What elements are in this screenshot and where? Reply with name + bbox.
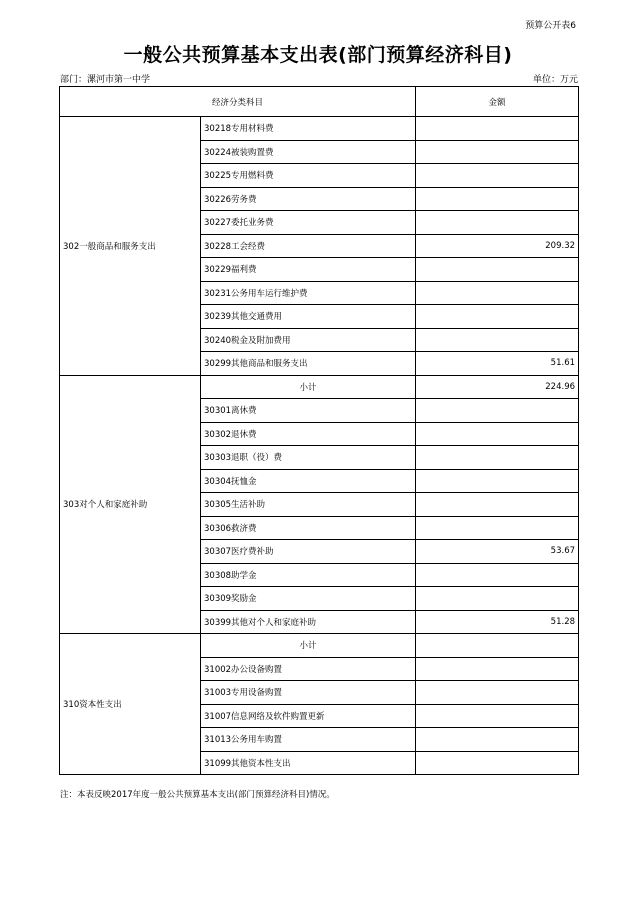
footnote: 注：本表反映2017年度一般公共预算基本支出(部门预算经济科目)情况。 (60, 790, 335, 800)
item-amount (416, 516, 579, 540)
page-title: 一般公共预算基本支出表(部门预算经济科目) (123, 44, 513, 66)
item-label: 30240税金及附加费用 (201, 328, 416, 352)
item-label: 小计 (201, 375, 416, 399)
item-amount (416, 422, 579, 446)
table-header-row (60, 87, 579, 117)
item-amount: 53.67 (416, 540, 579, 564)
item-amount (416, 657, 579, 681)
item-label: 30308助学金 (201, 563, 416, 587)
table-row (60, 375, 579, 399)
item-label: 31099其他资本性支出 (201, 751, 416, 775)
form-number: 预算公开表6 (525, 21, 576, 31)
header-econ: 经济分类科目 (60, 87, 416, 117)
item-label: 30306救济费 (201, 516, 416, 540)
item-amount (416, 140, 579, 164)
category-cell: 310资本性支出 (60, 634, 201, 775)
item-amount (416, 281, 579, 305)
item-label: 30227委托业务费 (201, 211, 416, 235)
item-label: 31003专用设备购置 (201, 681, 416, 705)
item-label: 31007信息网络及软件购置更新 (201, 704, 416, 728)
item-amount (416, 258, 579, 282)
item-amount (416, 164, 579, 188)
header-amount: 金额 (416, 87, 579, 117)
item-label: 30225专用燃料费 (201, 164, 416, 188)
item-amount (416, 469, 579, 493)
item-label: 30239其他交通费用 (201, 305, 416, 329)
item-label: 31013公务用车购置 (201, 728, 416, 752)
item-label: 小计 (201, 634, 416, 658)
item-amount (416, 493, 579, 517)
item-label: 30302退休费 (201, 422, 416, 446)
item-label: 30301离休费 (201, 399, 416, 423)
unit-label: 单位：万元 (532, 75, 578, 85)
item-label: 30231公务用车运行维护费 (201, 281, 416, 305)
table-row (60, 117, 579, 141)
item-amount (416, 704, 579, 728)
item-amount (416, 728, 579, 752)
item-amount (416, 305, 579, 329)
item-amount (416, 446, 579, 470)
item-amount (416, 187, 579, 211)
table-row (60, 634, 579, 658)
item-label: 30309奖励金 (201, 587, 416, 611)
item-amount (416, 399, 579, 423)
item-amount (416, 211, 579, 235)
table-body (60, 87, 579, 775)
item-label: 30299其他商品和服务支出 (201, 352, 416, 376)
item-label: 30228工会经费 (201, 234, 416, 258)
item-amount (416, 587, 579, 611)
item-label: 30226劳务费 (201, 187, 416, 211)
item-label: 30218专用材料费 (201, 117, 416, 141)
item-amount (416, 751, 579, 775)
category-cell: 302一般商品和服务支出 (60, 117, 201, 376)
budget-table (59, 86, 579, 775)
item-amount (416, 117, 579, 141)
item-amount: 224.96 (416, 375, 579, 399)
item-label: 30304抚恤金 (201, 469, 416, 493)
item-amount (416, 563, 579, 587)
category-cell: 303对个人和家庭补助 (60, 375, 201, 634)
item-amount (416, 681, 579, 705)
item-label: 30307医疗费补助 (201, 540, 416, 564)
item-amount (416, 634, 579, 658)
item-amount: 209.32 (416, 234, 579, 258)
item-label: 30305生活补助 (201, 493, 416, 517)
item-label: 31002办公设备购置 (201, 657, 416, 681)
item-label: 30229福利费 (201, 258, 416, 282)
department-label: 部门：漯河市第一中学 (60, 75, 151, 85)
item-amount (416, 328, 579, 352)
item-label: 30224被装购置费 (201, 140, 416, 164)
item-amount: 51.61 (416, 352, 579, 376)
item-label: 30303退职（役）费 (201, 446, 416, 470)
item-amount: 51.28 (416, 610, 579, 634)
item-label: 30399其他对个人和家庭补助 (201, 610, 416, 634)
